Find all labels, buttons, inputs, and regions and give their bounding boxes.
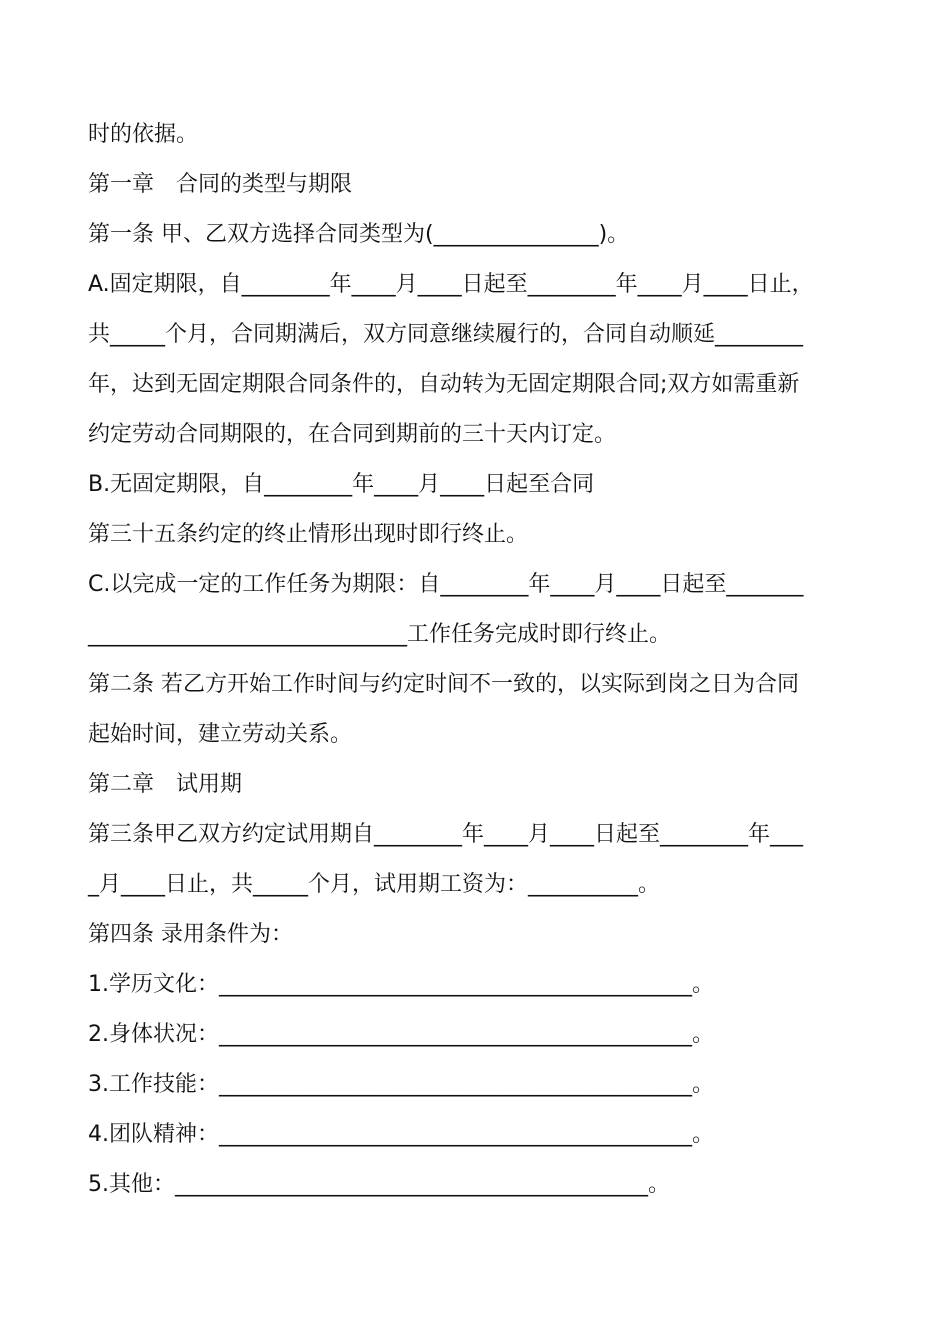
text-line: A.固定期限，自________年____月____日起至________年____月____日止，	[88, 272, 814, 297]
text-line: _月____日止，共_____个月，试用期工资为：__________。	[88, 872, 661, 897]
text-line: 第三十五条约定的终止情形出现时即行终止。	[88, 522, 529, 547]
text-line: 4.团队精神：___________________________________________。	[88, 1122, 714, 1147]
text-line: 约定劳动合同期限的，在合同到期前的三十天内订定。	[88, 422, 617, 447]
chapter-heading: 第二章 试用期	[88, 772, 243, 797]
text-line: 第三条甲乙双方约定试用期自________年____月____日起至________年___	[88, 822, 804, 847]
text-line: 共_____个月，合同期满后，双方同意继续履行的，合同自动顺延________	[88, 322, 804, 347]
text-line: 5.其他：___________________________________________。	[88, 1172, 670, 1197]
text-line: 3.工作技能：___________________________________________。	[88, 1072, 714, 1097]
text-line: _____________________________工作任务完成时即行终止。	[88, 622, 672, 647]
text-line: 1.学历文化：___________________________________________。	[88, 972, 714, 997]
text-line: 年，达到无固定期限合同条件的，自动转为无固定期限合同;双方如需重新	[88, 372, 800, 397]
text-line: 起始时间，建立劳动关系。	[88, 722, 353, 747]
text-line: 第一条 甲、乙双方选择合同类型为(_______________)。	[88, 222, 630, 247]
text-line: 时的依据。	[88, 122, 199, 147]
text-line: 第四条 录用条件为：	[88, 922, 293, 947]
text-line: 第二条 若乙方开始工作时间与约定时间不一致的，以实际到岗之日为合同	[88, 672, 799, 697]
chapter-heading: 第一章 合同的类型与期限	[88, 172, 353, 197]
text-line: B.无固定期限，自________年____月____日起至合同	[88, 472, 595, 497]
text-line: C.以完成一定的工作任务为期限：自________年____月____日起至_______	[88, 572, 804, 597]
text-line: 2.身体状况：___________________________________________。	[88, 1022, 714, 1047]
